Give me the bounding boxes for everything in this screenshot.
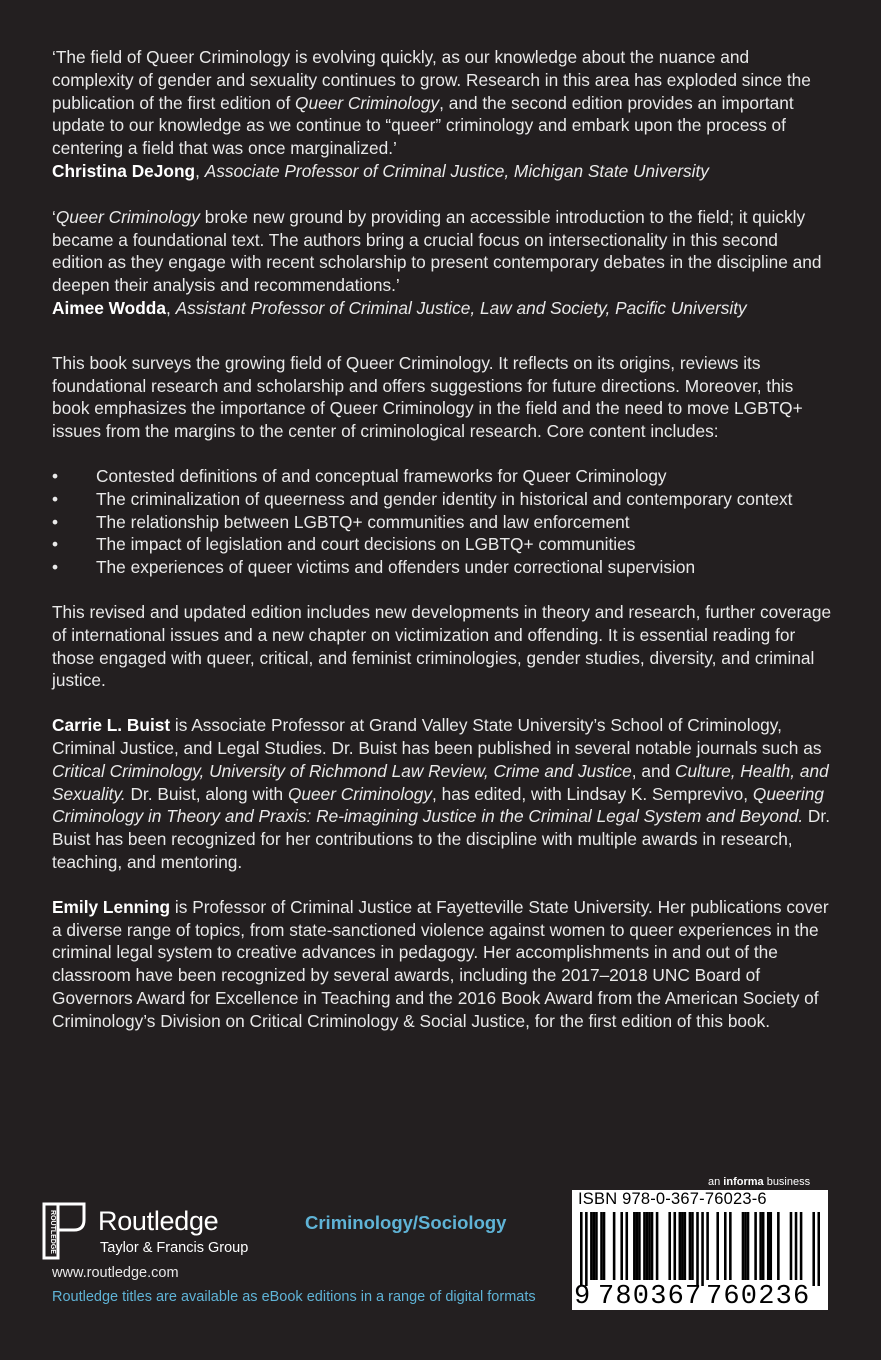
barcode-bar	[767, 1212, 770, 1280]
logo-text: ROUTLEDGE	[49, 1210, 56, 1254]
isbn-barcode	[572, 1190, 828, 1310]
list-item: • The experiences of queer victims and offenders under correctional supervision	[52, 557, 696, 578]
barcode-bar	[684, 1212, 687, 1280]
barcode-bar	[613, 1212, 616, 1280]
ean-left-group: 780367	[598, 1282, 703, 1312]
barcode-bar	[668, 1212, 671, 1280]
bullet-icon: •	[52, 557, 59, 578]
barcode-bar	[762, 1212, 765, 1280]
barcode-bar	[651, 1212, 654, 1280]
informa-tagline: an informa business	[708, 1176, 811, 1188]
barcode-bar	[673, 1212, 676, 1280]
endorsement-2-quote: ‘Queer Criminology broke new ground by providing an accessible introduction to the field; it quickly became a foundational text. The authors bring a crucial focus on intersectionality in this second edition as they engage with recent scholarship to present contemporary debates in the discipline and deepen their analysis and recommendations.’	[52, 206, 822, 296]
barcode-bar	[648, 1212, 651, 1280]
barcode-bar	[679, 1212, 682, 1280]
barcode-bar	[800, 1212, 803, 1280]
barcode-bar	[744, 1212, 747, 1280]
barcode-bar	[754, 1212, 757, 1280]
endorsement-2-title: Assistant Professor of Criminal Justice, Law and Society, Pacific University	[175, 297, 747, 318]
barcode-bar	[696, 1212, 699, 1286]
barcode-bar	[600, 1212, 603, 1280]
barcode-bar	[790, 1212, 793, 1280]
barcode-bar	[656, 1212, 659, 1280]
barcode-bar	[769, 1212, 772, 1280]
endorsement-1-name: Christina DeJong	[52, 160, 196, 181]
barcode-bar	[603, 1212, 606, 1280]
barcode-bar	[585, 1212, 588, 1286]
list-item: • Contested definitions of and conceptual frameworks for Queer Criminology	[52, 465, 667, 486]
barcode-bar	[681, 1212, 684, 1280]
barcode-bar	[724, 1212, 727, 1280]
barcode-bar	[706, 1212, 709, 1280]
bullet-icon: •	[52, 511, 59, 532]
barcode-bar	[747, 1212, 750, 1280]
barcode-bar	[590, 1212, 593, 1280]
list-item: • The relationship between LGBTQ+ communities and law enforcement	[52, 511, 630, 532]
author-bio-lenning: Emily Lenning is Professor of Criminal Justice at Fayetteville State University. Her publications cover a diverse range of topics, from state-sanctioned violence against women to queer experiences in the criminal legal system to creative advances in pedagogy. Her accomplishments in and out of the classroom have been recognized by several awards, including the 2017–2018 UNC Board of Governors Award for Excellence in Teaching and the 2016 Book Award from the American Society of Criminology’s Division on Critical Criminology & Social Justice, for the first edition of this book.	[52, 896, 829, 1031]
barcode-bar	[742, 1212, 745, 1280]
barcode-bar	[646, 1212, 649, 1280]
bullet-icon: •	[52, 488, 59, 509]
barcode-bar	[777, 1212, 780, 1280]
barcode-bar	[689, 1212, 692, 1280]
bullet-icon: •	[52, 465, 59, 486]
publisher-url: www.routledge.com	[52, 1265, 179, 1281]
barcode-bar	[795, 1212, 798, 1280]
list-item: • The criminalization of queerness and gender identity in historical and contemporary context	[52, 488, 793, 509]
barcode-bar	[759, 1212, 762, 1280]
endorsement-1-title: Associate Professor of Criminal Justice, Michigan State University	[204, 160, 709, 181]
endorsement-2-name: Aimee Wodda	[52, 297, 166, 318]
barcode-bar	[716, 1212, 719, 1280]
barcode-bar	[580, 1212, 583, 1286]
isbn-label: ISBN 978-0-367-76023-6	[578, 1190, 767, 1208]
barcode-bar	[729, 1212, 732, 1280]
publisher-group: Taylor & Francis Group	[100, 1240, 249, 1256]
barcode-bar	[691, 1212, 694, 1280]
ean-first-digit: 9	[574, 1282, 591, 1312]
subject-category: Criminology/Sociology	[305, 1212, 507, 1233]
publisher-name: Routledge	[98, 1206, 219, 1236]
author-bio-buist: Carrie L. Buist is Associate Professor at Grand Valley State University’s School of Criminology, Criminal Justice, and Legal Studies. Dr. Buist has been published in several notable journals such as Critical Criminology, University of Richmond Law Review, Crime and Justice, and Culture, Health, and Sexuality. Dr. Buist, along with Queer Criminology, has edited, with Lindsay K. Semprevivo, Queering Criminology in Theory and Praxis: Re-imagining Justice in the Criminal Legal System and Beyond. Dr. Buist has been recognized for her contributions to the discipline with multiple awards in research, teaching, and mentoring.	[52, 715, 831, 872]
ean-right-group: 760236	[706, 1282, 811, 1312]
barcode-bar	[812, 1212, 815, 1286]
barcode-bar	[593, 1212, 596, 1280]
edition-note: This revised and updated edition includes new developments in theory and research, further coverage of international issues and a new chapter on victimization and offending. It is essential reading for those engaged with queer, critical, and feminist criminologies, gender studies, diversity, and criminal justice.	[52, 601, 832, 691]
endorsement-1-quote: ‘The field of Queer Criminology is evolving quickly, as our knowledge about the nuance and complexity of gender and sexuality continues to grow. Research in this area has exploded since the publication of the first edition of Queer Criminology, and the second edition provides an important update to our knowledge as we continue to “queer” criminology and embark upon the process of centering a field that was once marginalized.’	[52, 47, 811, 159]
core-content-list	[52, 465, 832, 579]
bullet-icon: •	[52, 534, 59, 555]
barcode-bar	[701, 1212, 704, 1286]
book-description: This book surveys the growing field of Queer Criminology. It reflects on its origins, reviews its foundational research and scholarship and offers suggestions for future directions. Moreover, this book emphasizes the importance of Queer Criminology in the field and the need to move LGBTQ+ issues from the margins to the center of criminological research. Core content includes:	[52, 352, 803, 442]
list-item: • The impact of legislation and court decisions on LGBTQ+ communities	[52, 534, 636, 555]
barcode-bars	[580, 1212, 820, 1286]
barcode-bar	[625, 1212, 628, 1280]
back-cover-text	[52, 46, 832, 1032]
routledge-logo-icon	[40, 1200, 88, 1262]
endorsement-2: ‘Queer Criminology broke new ground by providing an accessible introduction to the field; it quickly became a foundational text. The authors bring a crucial focus on intersectionality in this second edition as they engage with recent scholarship to present contemporary debates in the discipline and deepen their analysis and recommendations.’ Aimee Wodda, Assistant Professor of Criminal Justice, Law and Society, Pacific University	[52, 206, 822, 318]
barcode-bar	[620, 1212, 623, 1280]
barcode-bar	[643, 1212, 646, 1280]
barcode-bar	[595, 1212, 598, 1280]
ebook-note: Routledge titles are available as eBook editions in a range of digital formats	[52, 1289, 536, 1305]
barcode-bar	[636, 1212, 639, 1280]
barcode-bar	[817, 1212, 820, 1286]
endorsement-1: ‘The field of Queer Criminology is evolving quickly, as our knowledge about the nuance and complexity of gender and sexuality continues to grow. Research in this area has exploded since the publication of the first edition of Queer Criminology, and the second edition provides an important update to our knowledge as we continue to “queer” criminology and embark upon the process of centering a field that was once marginalized.’ Christina DeJong, Associate Professor of Criminal Justice, Michigan State University	[52, 47, 811, 181]
barcode-bar	[633, 1212, 636, 1280]
barcode-bar	[638, 1212, 641, 1280]
